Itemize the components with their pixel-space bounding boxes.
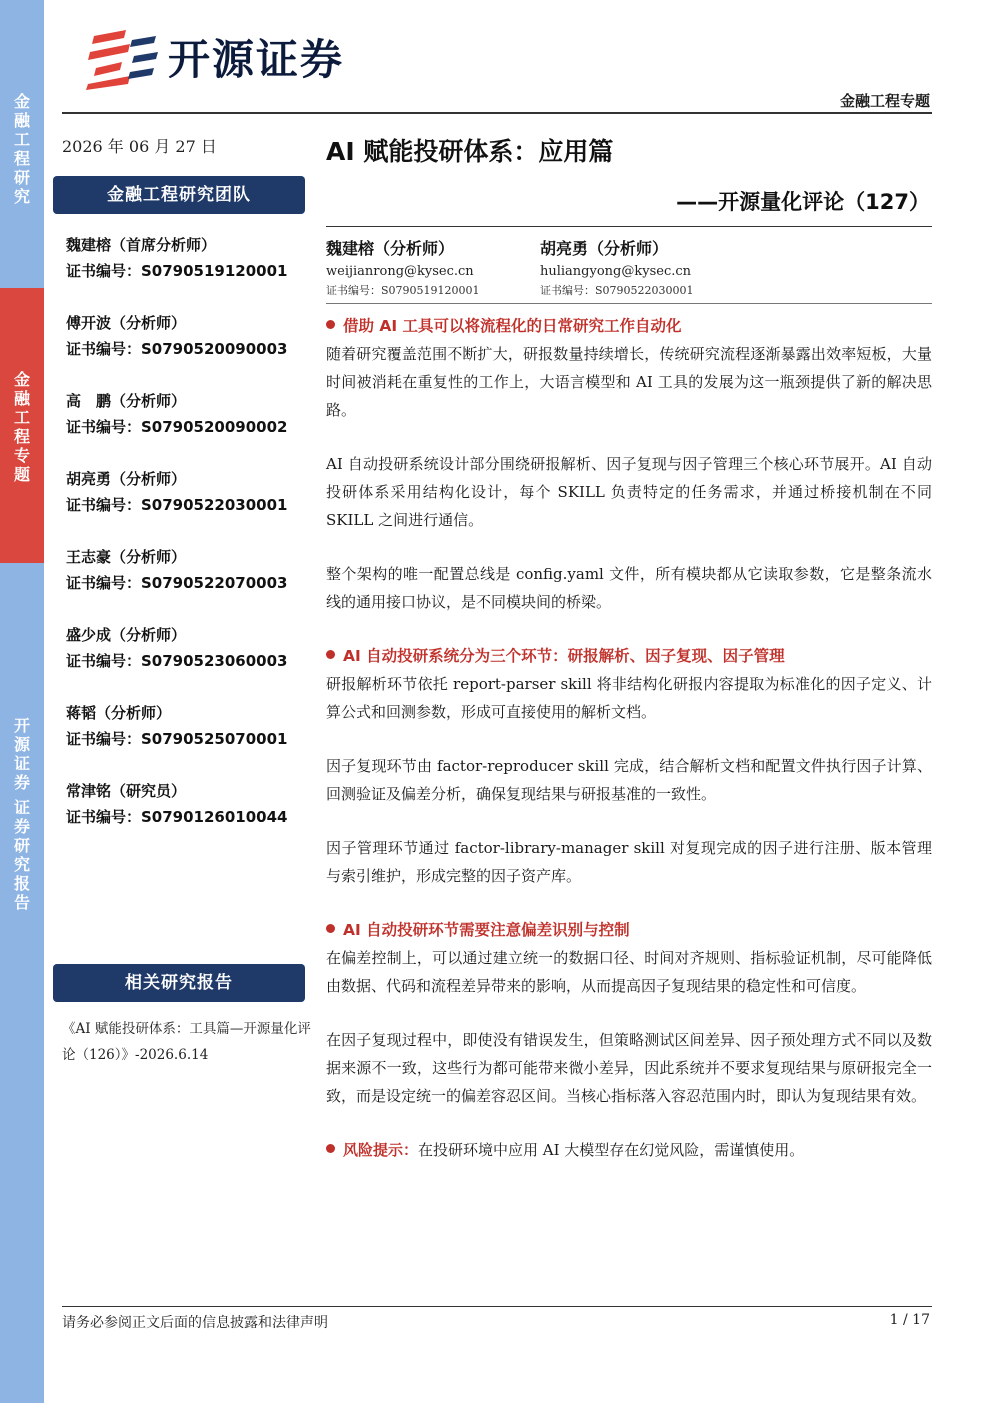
paragraph: 研报解析环节依托 report-parser skill 将非结构化研报内容提取为标准化的因子定义、计算公式和回测参数，形成可直接使用的解析文档。: [326, 675, 932, 721]
analyst-name: 蒋韬（分析师）: [66, 704, 172, 722]
footer-disclaimer: 请务必参阅正文后面的信息披露和法律声明: [62, 1315, 328, 1331]
bullet-icon: [326, 320, 335, 329]
analyst-cert: 证书编号：S0790520090003: [66, 340, 288, 358]
report-title: AI 赋能投研体系：应用篇: [326, 137, 614, 166]
title-divider: [326, 226, 932, 227]
side-label-topic: 金 融 工 程 专 题: [13, 370, 30, 484]
side-label-research: 金 融 工 程 研 究: [13, 92, 30, 206]
risk-label: 风险提示：: [343, 1141, 419, 1159]
paragraph: 在因子复现过程中，即使没有错误发生，但策略测试区间差异、因子预处理方式不同以及数据来源不一致，这些行为都可能带来微小差异，因此系统并不要求复现结果与原研报完全一致，而是设定统一的偏差容忍区间。当核心指标落入容忍范围内时，即认为复现结果有效。: [326, 1031, 932, 1105]
analyst-name: 傅开波（分析师）: [66, 314, 187, 332]
analyst-cert: 证书编号：S0790519120001: [66, 262, 288, 280]
section-heading: 借助 AI 工具可以将流程化的日常研究工作自动化: [326, 312, 932, 340]
bullet-icon: [326, 650, 335, 659]
analyst-entry: [66, 622, 288, 674]
related-report-link[interactable]: 《AI 赋能投研体系：工具篇—开源量化评论（126）》-2026.6.14: [62, 1021, 311, 1063]
analyst-entry: [66, 700, 288, 752]
page-number: 1 / 17: [889, 1312, 930, 1328]
author-name: 胡亮勇（分析师）: [540, 239, 669, 258]
author-email[interactable]: huliangyong@kysec.cn: [540, 264, 692, 279]
analyst-entry: [66, 466, 288, 518]
analyst-entry: [66, 232, 288, 284]
paragraph: 因子管理环节通过 factor-library-manager skill 对复现完成的因子进行注册、版本管理与索引维护，形成完整的因子资产库。: [326, 839, 932, 885]
analyst-name: 王志豪（分析师）: [66, 548, 187, 566]
analyst-cert: 证书编号：S0790522030001: [66, 496, 288, 514]
paragraph: 因子复现环节由 factor-reproducer skill 完成，结合解析文档和配置文件执行因子计算、回测验证及偏差分析，确保复现结果与研报基准的一致性。: [326, 757, 932, 803]
author-card: [540, 236, 750, 300]
side-label-company: 开 源 证 券: [13, 716, 30, 792]
analyst-name: 魏建榕（首席分析师）: [66, 236, 217, 254]
related-reports-banner: 相关研究报告: [53, 964, 305, 1002]
analyst-entry: [66, 778, 288, 830]
analyst-cert: 证书编号：S0790525070001: [66, 730, 288, 748]
company-name: 开源证券: [168, 35, 345, 84]
analyst-name: 常津铭（研究员）: [66, 782, 187, 800]
footer-divider: [62, 1306, 932, 1307]
risk-text: 在投研环境中应用 AI 大模型存在幻觉风险，需谨慎使用。: [418, 1141, 805, 1159]
analyst-name: 高 鹏（分析师）: [66, 392, 187, 410]
paragraph: 在偏差控制上，可以通过建立统一的数据口径、时间对齐规则、指标验证机制，尽可能降低由数据、代码和流程差异带来的影响，从而提高因子复现结果的稳定性和可信度。: [326, 949, 932, 995]
section-heading: AI 自动投研系统分为三个环节：研报解析、因子复现、因子管理: [326, 642, 932, 670]
bullet-icon: [326, 924, 335, 933]
risk-warning: [326, 1136, 932, 1164]
section-heading: AI 自动投研环节需要注意偏差识别与控制: [326, 916, 932, 944]
report-subtitle: ——开源量化评论（127）: [676, 190, 930, 214]
analyst-entry: [66, 310, 288, 362]
author-name: 魏建榕（分析师）: [326, 239, 455, 258]
analyst-entry: [66, 388, 288, 440]
side-label-report: 证 券 研 究 报 告: [13, 798, 30, 912]
author-cert: 证书编号：S0790519120001: [326, 284, 480, 297]
paragraph: AI 自动投研系统设计部分围绕研报解析、因子复现与因子管理三个核心环节展开。AI 自动投研体系采用结构化设计，每个 SKILL 负责特定的任务需求，并通过桥接机制在不同 SKILL 之间进行通信。: [326, 455, 932, 529]
author-divider: [326, 303, 932, 304]
author-card: [326, 236, 536, 300]
header-divider: [62, 112, 932, 114]
report-date: 2026 年 06 月 27 日: [62, 137, 217, 156]
author-cert: 证书编号：S0790522030001: [540, 284, 694, 297]
analyst-name: 盛少成（分析师）: [66, 626, 187, 644]
analyst-cert: 证书编号：S0790520090002: [66, 418, 288, 436]
side-bar: [0, 0, 44, 1403]
team-banner: 金融工程研究团队: [53, 176, 305, 214]
report-summary: [326, 312, 932, 1164]
analyst-cert: 证书编号：S0790522070003: [66, 574, 288, 592]
author-email[interactable]: weijianrong@kysec.cn: [326, 264, 474, 279]
paragraph: 整个架构的唯一配置总线是 config.yaml 文件，所有模块都从它读取参数，它是整条流水线的通用接口协议，是不同模块间的桥梁。: [326, 565, 932, 611]
paragraph: 随着研究覆盖范围不断扩大，研报数量持续增长，传统研究流程逐渐暴露出效率短板，大量时间被消耗在重复性的工作上，大语言模型和 AI 工具的发展为这一瓶颈提供了新的解决思路。: [326, 345, 932, 419]
analyst-name: 胡亮勇（分析师）: [66, 470, 187, 488]
report-category: 金融工程专题: [839, 92, 930, 110]
analyst-cert: 证书编号：S0790126010044: [66, 808, 288, 826]
analyst-cert: 证书编号：S0790523060003: [66, 652, 288, 670]
bullet-icon: [326, 1144, 335, 1153]
analyst-entry: [66, 544, 288, 596]
